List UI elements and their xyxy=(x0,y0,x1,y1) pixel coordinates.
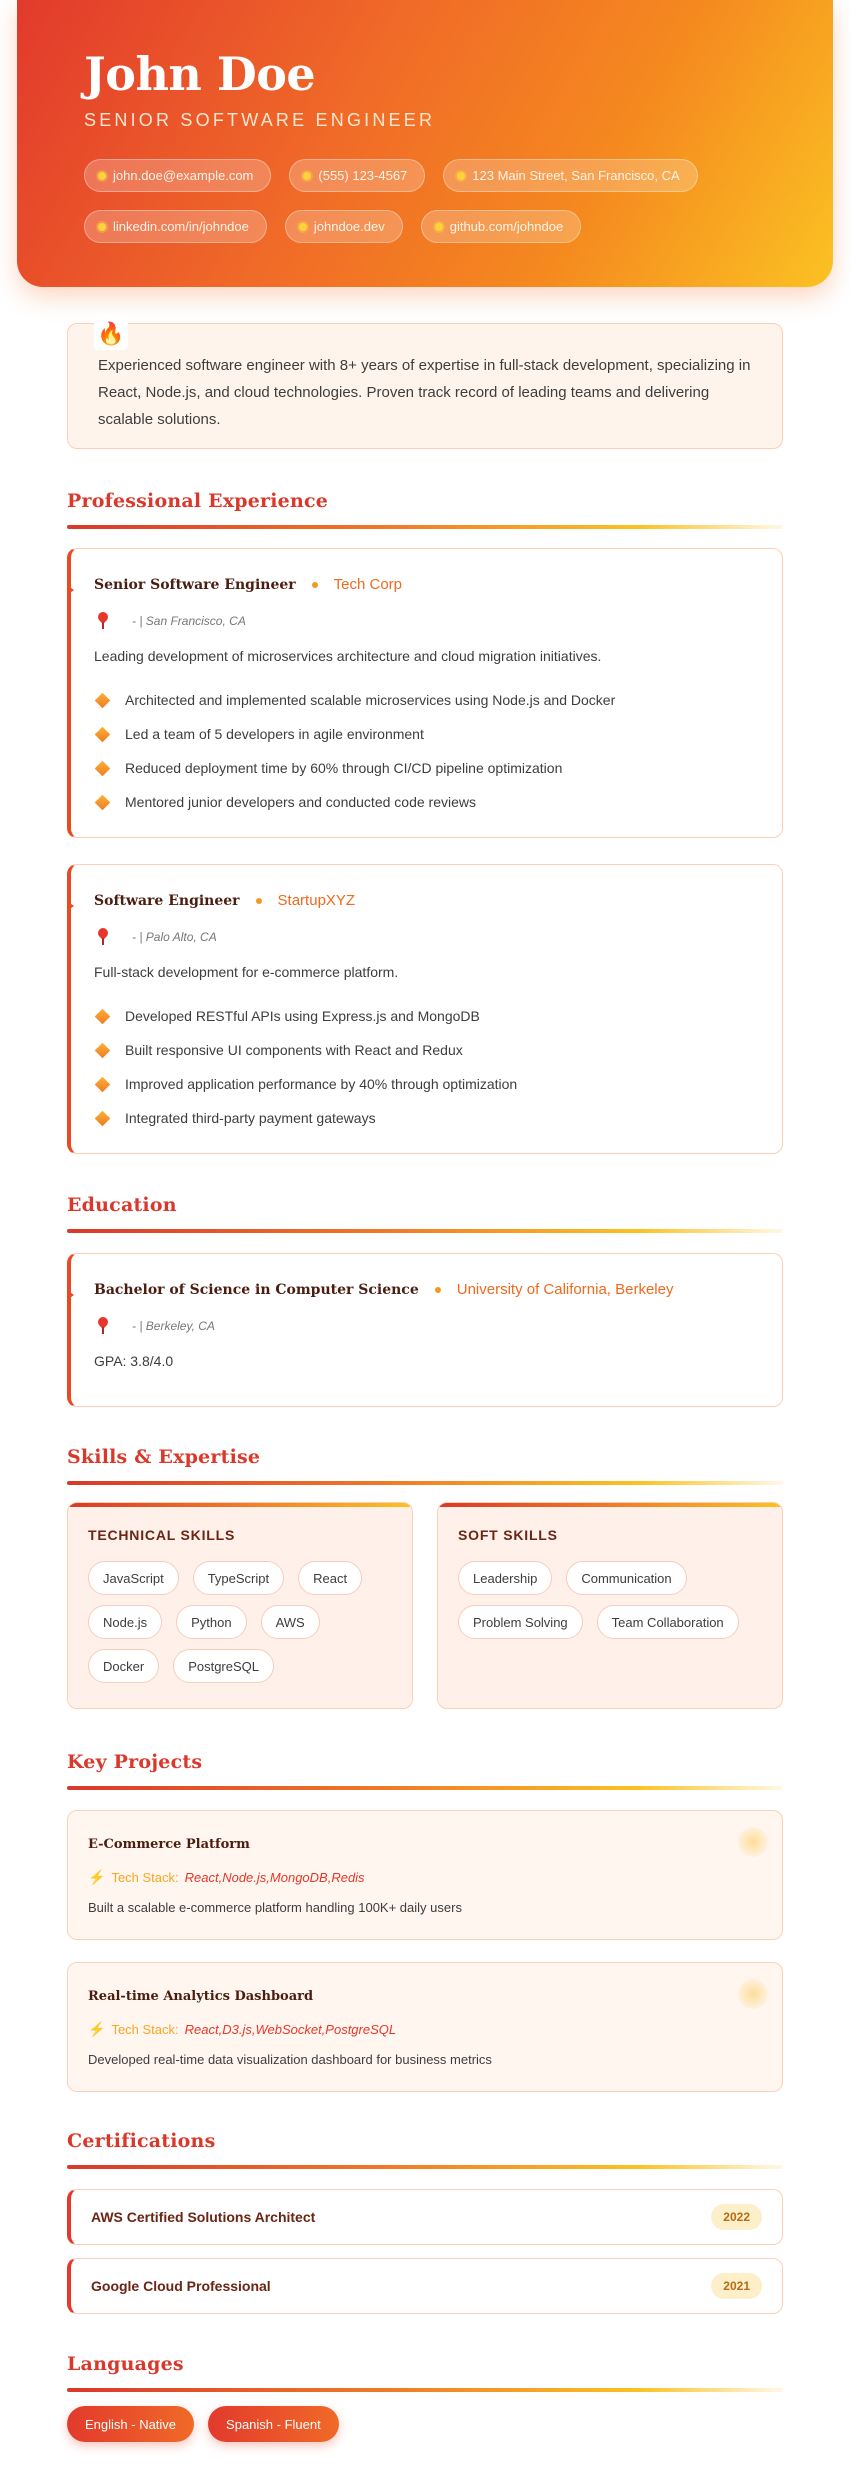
diamond-bullet-icon xyxy=(95,726,111,742)
degree-name: Bachelor of Science in Computer Science xyxy=(94,1281,419,1298)
experience-section-header xyxy=(67,490,783,529)
location-pin-icon xyxy=(94,928,114,946)
soft-skills-title: SOFT SKILLS xyxy=(458,1527,558,1543)
experience-card xyxy=(67,548,783,838)
technical-skills-title: TECHNICAL SKILLS xyxy=(88,1527,236,1543)
achievement-text: Reduced deployment time by 60% through CI/CD pipeline optimization xyxy=(125,760,563,776)
separator-dot-icon xyxy=(256,898,262,904)
skill-chip: Communication xyxy=(566,1561,686,1595)
separator-dot-icon xyxy=(435,1287,441,1293)
project-card xyxy=(67,1962,783,2092)
project-description: Built a scalable e-commerce platform handling 100K+ daily users xyxy=(88,1900,462,1915)
languages-section-header xyxy=(67,2353,783,2392)
list-item xyxy=(94,999,517,1033)
skill-chip: Team Collaboration xyxy=(597,1605,739,1639)
section-divider xyxy=(67,525,783,529)
skill-chip: Python xyxy=(176,1605,246,1639)
arrow-marker-icon xyxy=(67,585,74,595)
education-meta: - | Berkeley, CA xyxy=(132,1319,215,1333)
contact-row-1 xyxy=(84,159,698,192)
skill-chip: Docker xyxy=(88,1649,159,1683)
diamond-bullet-icon xyxy=(95,794,111,810)
bullet-dot-icon xyxy=(299,223,307,231)
achievement-text: Built responsive UI components with React and Redux xyxy=(125,1042,463,1058)
certification-year-badge: 2021 xyxy=(711,2273,762,2299)
website-text: johndoe.dev xyxy=(313,219,385,234)
summary-text: Experienced software engineer with 8+ years of expertise in full-stack development, specializing in React, Node.js, and cloud technologies. Proven track record of leading teams and delivering scalable solutions. xyxy=(98,357,751,428)
section-divider xyxy=(67,2388,783,2392)
skills-section-header xyxy=(67,1446,783,1485)
technical-skills-list xyxy=(88,1561,398,1683)
list-item xyxy=(94,751,615,785)
skill-chip: JavaScript xyxy=(88,1561,179,1595)
list-item xyxy=(94,1101,517,1135)
diamond-bullet-icon xyxy=(95,692,111,708)
section-title: Languages xyxy=(67,2353,184,2375)
github-pill[interactable] xyxy=(421,210,581,243)
glow-decoration xyxy=(738,1827,768,1857)
section-title: Education xyxy=(67,1194,177,1216)
list-item xyxy=(94,717,615,751)
certifications-section-header xyxy=(67,2130,783,2169)
soft-skills-box xyxy=(437,1502,783,1709)
location-pin-icon xyxy=(94,612,114,630)
bullet-dot-icon xyxy=(98,172,106,180)
achievement-text: Led a team of 5 developers in agile environment xyxy=(125,726,424,742)
certification-name: Google Cloud Professional xyxy=(91,2278,271,2294)
job-role: Software Engineer xyxy=(94,892,240,909)
job-description: Full-stack development for e-commerce platform. xyxy=(94,964,399,980)
bullet-dot-icon xyxy=(457,172,465,180)
list-item xyxy=(94,1033,517,1067)
contact-row-2 xyxy=(84,210,581,243)
school-name: University of California, Berkeley xyxy=(456,1281,674,1298)
lightning-icon: ⚡ xyxy=(88,2021,106,2037)
skill-chip: AWS xyxy=(261,1605,320,1639)
languages-list xyxy=(67,2406,339,2442)
diamond-bullet-icon xyxy=(95,1042,111,1058)
skill-chip: Node.js xyxy=(88,1605,162,1639)
skill-chip: Problem Solving xyxy=(458,1605,583,1639)
diamond-bullet-icon xyxy=(95,1008,111,1024)
company-name: Tech Corp xyxy=(333,576,403,593)
summary-box xyxy=(67,320,783,449)
achievement-text: Architected and implemented scalable microservices using Node.js and Docker xyxy=(125,692,616,708)
linkedin-pill[interactable] xyxy=(84,210,267,243)
list-item xyxy=(94,683,615,717)
separator-dot-icon xyxy=(312,582,318,588)
address-text: 123 Main Street, San Francisco, CA xyxy=(472,168,680,183)
gpa-text: GPA: 3.8/4.0 xyxy=(94,1353,174,1369)
achievement-text: Developed RESTful APIs using Express.js and MongoDB xyxy=(125,1008,480,1024)
certification-item xyxy=(67,2189,783,2245)
job-meta: - | San Francisco, CA xyxy=(132,614,246,628)
technical-skills-box xyxy=(67,1502,413,1709)
section-title: Certifications xyxy=(67,2130,216,2152)
bullet-dot-icon xyxy=(435,223,443,231)
fire-icon: 🔥 xyxy=(94,316,128,350)
list-item xyxy=(94,785,615,819)
projects-section-header xyxy=(67,1751,783,1790)
website-pill[interactable] xyxy=(285,210,403,243)
diamond-bullet-icon xyxy=(95,1076,111,1092)
bullet-dot-icon xyxy=(98,223,106,231)
tech-stack-label: Tech Stack: xyxy=(111,1870,179,1885)
candidate-title: SENIOR SOFTWARE ENGINEER xyxy=(84,110,436,130)
arrow-marker-icon xyxy=(67,901,74,911)
soft-skills-list xyxy=(458,1561,768,1639)
certification-item xyxy=(67,2258,783,2314)
experience-card xyxy=(67,864,783,1154)
project-card xyxy=(67,1810,783,1940)
arrow-marker-icon xyxy=(67,1290,74,1300)
achievement-list xyxy=(94,999,517,1135)
section-divider xyxy=(67,1786,783,1790)
achievement-text: Integrated third-party payment gateways xyxy=(125,1110,376,1126)
tech-stack-value: React,Node.js,MongoDB,Redis xyxy=(184,1870,365,1885)
company-name: StartupXYZ xyxy=(277,892,356,909)
github-text: github.com/johndoe xyxy=(449,219,564,234)
education-section-header xyxy=(67,1194,783,1233)
phone-text: (555) 123-4567 xyxy=(318,168,408,183)
address-pill xyxy=(443,159,697,192)
skill-chip: PostgreSQL xyxy=(173,1649,274,1683)
section-divider xyxy=(67,2165,783,2169)
skill-chip: Leadership xyxy=(458,1561,552,1595)
section-title: Key Projects xyxy=(67,1751,203,1773)
candidate-name: John Doe xyxy=(84,47,316,101)
certification-year-badge: 2022 xyxy=(711,2204,762,2230)
section-divider xyxy=(67,1481,783,1485)
lightning-icon: ⚡ xyxy=(88,1869,106,1885)
resume-header xyxy=(17,0,833,287)
job-meta: - | Palo Alto, CA xyxy=(132,930,217,944)
linkedin-text: linkedin.com/in/johndoe xyxy=(113,219,249,234)
email-pill[interactable] xyxy=(84,159,271,192)
achievement-text: Improved application performance by 40% through optimization xyxy=(125,1076,518,1092)
job-role: Senior Software Engineer xyxy=(94,576,296,593)
glow-decoration xyxy=(738,1979,768,2009)
section-title: Skills & Expertise xyxy=(67,1446,261,1468)
project-name: E-Commerce Platform xyxy=(88,1837,250,1852)
phone-pill[interactable] xyxy=(289,159,425,192)
skill-chip: React xyxy=(298,1561,362,1595)
bullet-dot-icon xyxy=(303,172,311,180)
section-title: Professional Experience xyxy=(67,490,329,512)
project-name: Real-time Analytics Dashboard xyxy=(88,1989,314,2004)
skill-chip: TypeScript xyxy=(193,1561,284,1595)
tech-stack-label: Tech Stack: xyxy=(111,2022,179,2037)
diamond-bullet-icon xyxy=(95,1110,111,1126)
job-description: Leading development of microservices architecture and cloud migration initiatives. xyxy=(94,648,602,664)
list-item xyxy=(94,1067,517,1101)
education-card xyxy=(67,1253,783,1407)
tech-stack-value: React,D3.js,WebSocket,PostgreSQL xyxy=(184,2022,397,2037)
email-text: john.doe@example.com xyxy=(113,168,254,183)
achievement-text: Mentored junior developers and conducted code reviews xyxy=(125,794,476,810)
project-description: Developed real-time data visualization dashboard for business metrics xyxy=(88,2052,492,2067)
certification-name: AWS Certified Solutions Architect xyxy=(91,2209,316,2225)
location-pin-icon xyxy=(94,1317,114,1335)
language-badge: Spanish - Fluent xyxy=(208,2406,339,2442)
diamond-bullet-icon xyxy=(95,760,111,776)
section-divider xyxy=(67,1229,783,1233)
achievement-list xyxy=(94,683,615,819)
language-badge: English - Native xyxy=(67,2406,194,2442)
